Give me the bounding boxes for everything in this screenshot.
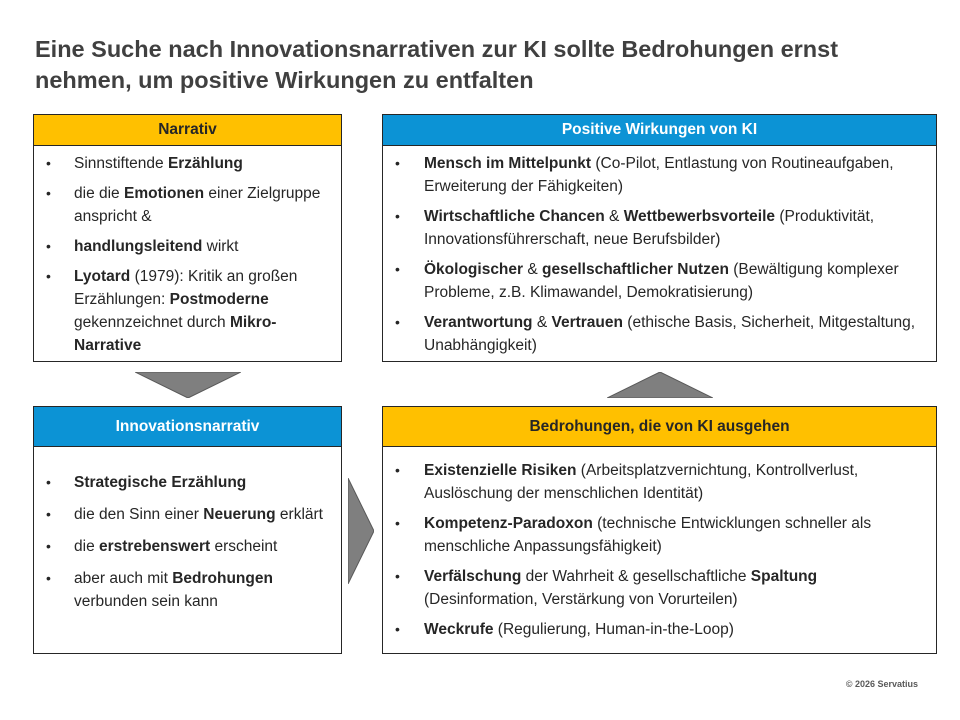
bold-text: Weckrufe [424, 621, 494, 638]
threats-box [382, 406, 937, 654]
innovation-narrative-header: Innovationsnarrativ [34, 407, 341, 447]
text: gekennzeichnet durch [74, 314, 230, 331]
bold-text: Strategische Erzählung [74, 474, 247, 491]
text: & [604, 208, 624, 225]
text: (technische Entwicklungen schneller als menschliche Anpassungsfähigkeit) [424, 515, 872, 555]
text: einer Zielgruppe anspricht & [74, 185, 321, 225]
list-item [34, 182, 341, 228]
text: erscheint [210, 538, 278, 555]
innovation-narrative-list [34, 471, 341, 622]
bold-text: Spaltung [750, 568, 818, 585]
text: (Arbeitsplatzvernichtung, Kontrollverlust, Auslöschung der menschlichen Identität) [424, 462, 859, 502]
bold-text: Ökologischer [424, 261, 524, 278]
bold-text: Verfälschung [424, 568, 522, 585]
text: (Desinformation, Verstärkung von Vorurteilen) [424, 591, 738, 608]
threats-header: Bedrohungen, die von KI ausgehen [383, 407, 936, 447]
bold-text: erstrebenswert [99, 538, 211, 555]
narrativ-box [33, 114, 342, 362]
threats-list [383, 459, 936, 648]
text: & [532, 314, 552, 331]
list-item [34, 235, 341, 258]
text: die die [74, 185, 124, 202]
bold-text: Lyotard [74, 268, 131, 285]
list-item [383, 459, 936, 505]
bold-text: Postmoderne [169, 291, 269, 308]
narrativ-list [34, 152, 341, 364]
bold-text: Mensch im Mittelpunkt [424, 155, 592, 172]
list-item [383, 311, 936, 357]
bold-text: Bedrohungen [172, 570, 273, 587]
text: aber auch mit [74, 570, 173, 587]
bold-text: Kompetenz-Paradoxon [424, 515, 593, 532]
list-item [34, 567, 341, 613]
text: Sinnstiftende [74, 155, 168, 172]
list-item [383, 512, 936, 558]
list-item [34, 503, 341, 526]
text: verbunden sein kann [74, 593, 218, 610]
list-item [383, 258, 936, 304]
text: wirkt [202, 238, 239, 255]
text: (Produktivität, Innovationsführerschaft, neue Berufsbilder) [424, 208, 875, 248]
text: die [74, 538, 99, 555]
bold-text: Erzählung [167, 155, 243, 172]
text: (Regulierung, Human-in-the-Loop) [493, 621, 734, 638]
up-arrow-icon [607, 372, 713, 398]
list-item [383, 565, 936, 611]
copyright-footer: © 2026 Servatius [845, 679, 918, 689]
list-item [34, 265, 341, 357]
bold-text: Emotionen [123, 185, 205, 202]
slide-title: Eine Suche nach Innovationsnarrativen zur KI sollte Bedrohungen ernst nehmen, um positive Wirkungen zu entfalten [35, 36, 839, 93]
narrativ-header: Narrativ [34, 115, 341, 146]
bold-text: Wirtschaftliche Chancen [424, 208, 605, 225]
text: & [523, 261, 543, 278]
bold-text: Existenzielle Risiken [424, 462, 577, 479]
text: der Wahrheit & gesellschaftliche [521, 568, 751, 585]
right-arrow-icon [348, 478, 374, 584]
positive-effects-list [383, 152, 936, 364]
text: die den Sinn einer [74, 506, 204, 523]
list-item [34, 535, 341, 558]
list-item [34, 471, 341, 494]
bold-text: gesellschaftlicher Nutzen [542, 261, 729, 278]
text: (1979): Kritik an großen Erzählungen: [74, 268, 298, 308]
text: (Co-Pilot, Entlastung von Routineaufgaben, Erweiterung der Fähigkeiten) [424, 155, 894, 195]
bold-text: handlungsleitend [74, 238, 203, 255]
text: (Bewältigung komplexer Probleme, z.B. Klimawandel, Demokratisierung) [424, 261, 899, 301]
bold-text: Wettbewerbsvorteile [623, 208, 776, 225]
positive-effects-header: Positive Wirkungen von KI [383, 115, 936, 146]
list-item [383, 205, 936, 251]
positive-effects-box [382, 114, 937, 362]
text: (ethische Basis, Sicherheit, Mitgestaltung, Unabhängigkeit) [424, 314, 916, 354]
list-item [383, 618, 936, 641]
list-item [34, 152, 341, 175]
text: erklärt [275, 506, 323, 523]
bold-text: Verantwortung [424, 314, 533, 331]
innovation-narrative-box [33, 406, 342, 654]
down-arrow-icon [135, 372, 241, 398]
bold-text: Mikro-Narrative [74, 314, 277, 354]
list-item [383, 152, 936, 198]
bold-text: Neuerung [203, 506, 276, 523]
bold-text: Vertrauen [551, 314, 623, 331]
